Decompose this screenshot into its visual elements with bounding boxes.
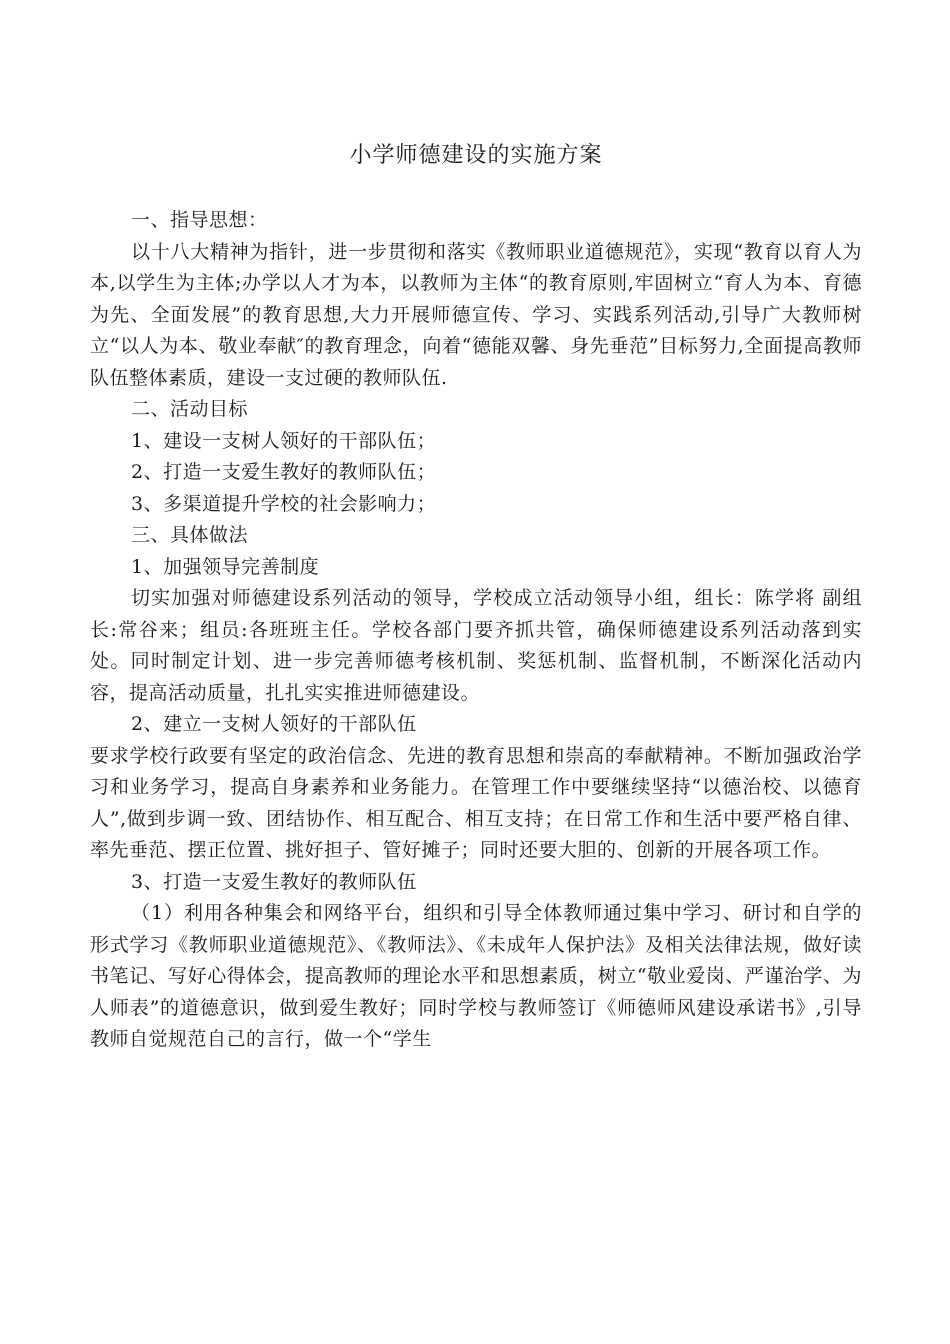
paragraph-leadership-system: 切实加强对师德建设系列活动的领导，学校成立活动领导小组，组长：陈学将 副组长:常谷来；组员:各班班主任。学校各部门要齐抓共管，确保师德建设系列活动落到实处。同时制定计划、进一步完善师德考核机制、奖惩机制、监督机制，不断深化活动内容，提高活动质量，扎扎实实推进师德建设。 <box>90 587 862 704</box>
section-heading-specific-methods: 三、具体做法 <box>131 524 249 546</box>
paragraph-teacher-team-1: （1）利用各种集会和网络平台，组织和引导全体教师通过集中学习、研讨和自学的形式学习《教师职业道德规范》、《教师法》、《未成年人保护法》及相关法律法规，做好读书笔记、写好心得体会，提高教师的理论水平和思想素质，树立“敬业爱岗、严谨治学、为人师表”的道德意识，做到爱生教好；同时学校与教师签订《师德师风建设承诺书》,引导教师自觉规范自己的言行，做一个“学生 <box>90 902 862 1050</box>
paragraph-guiding-ideology: 以十八大精神为指针，进一步贯彻和落实《教师职业道德规范》，实现“教育以育人为本,以学生为主体;办学以人才为本，以教师为主体“的教育原则,牢固树立“育人为本、育德为先、全面发展”的教育思想,大力开展师德宣传、学习、实践系列活动,引导广大教师树立“以人为本、敬业奉献″的教育理念，向着“德能双馨、身先垂范”目标努力,全面提高教师队伍整体素质，建设一支过硬的教师队伍. <box>90 240 862 389</box>
subheading-leadership-system: 1、加强领导完善制度 <box>131 555 320 578</box>
section-heading-guiding-ideology: 一、指导思想： <box>131 209 268 231</box>
section-heading-activity-goals: 二、活动目标 <box>131 398 249 420</box>
subheading-cadre-team: 2、建立一支树人领好的干部队伍 <box>131 713 417 735</box>
goal-item-3: 3、多渠道提升学校的社会影响力； <box>131 492 437 515</box>
document-body <box>90 205 862 1056</box>
subheading-teacher-team: 3、打造一支爱生教好的教师队伍 <box>131 870 417 893</box>
document-page <box>90 0 862 1344</box>
paragraph-cadre-team: 要求学校行政要有坚定的政治信念、先进的教育思想和崇高的奉献精神。不断加强政治学习和业务学习，提高自身素养和业务能力。在管理工作中要继续坚持“以德治校、以德育人”,做到步调一致、团结协作、相互配合、相互支持；在日常工作和生活中要严格自律、率先垂范、摆正位置、挑好担子、管好摊子；同时还要大胆的、创新的开展各项工作。 <box>90 744 862 861</box>
goal-item-2: 2、打造一支爱生教好的教师队伍； <box>131 461 437 483</box>
goal-item-1: 1、建设一支树人领好的干部队伍； <box>131 429 437 452</box>
document-title: 小学师德建设的实施方案 <box>349 143 603 168</box>
